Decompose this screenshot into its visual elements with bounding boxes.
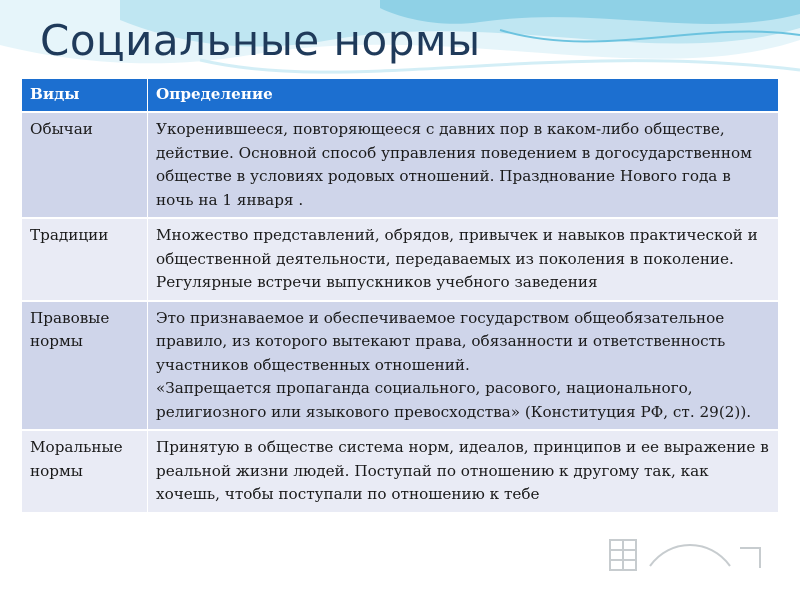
definition-text: Это признаваемое и обеспечиваемое государством общеобязательное правило, из которого вытекают права, обязанности и ответственность участников общественных отношений. bbox=[156, 308, 726, 374]
table-row bbox=[22, 217, 778, 300]
cell-kind: Традиции bbox=[22, 217, 148, 300]
table-row bbox=[22, 429, 778, 512]
table-header-row bbox=[22, 79, 778, 111]
watermark-icon bbox=[600, 528, 770, 578]
cell-definition: Укоренившееся, повторяющееся с давних пор в каком-либо обществе, действие. Основной способ управления поведением в догосударственном обществе в условиях родовых отношений. Празднование Нового года в ночь на 1 января . bbox=[148, 111, 778, 217]
table-row bbox=[22, 300, 778, 430]
constitution-quote: «Запрещается пропаганда социального, расового, национального, религиозного или языкового превосходства» (Конституция РФ, ст. 29(2)). bbox=[156, 379, 752, 421]
cell-kind: Правовые нормы bbox=[22, 300, 148, 430]
slide-title: Социальные нормы bbox=[40, 16, 481, 65]
column-header-kind: Виды bbox=[22, 79, 148, 111]
norms-table bbox=[22, 79, 778, 512]
column-header-definition: Определение bbox=[148, 79, 778, 111]
cell-kind: Обычаи bbox=[22, 111, 148, 217]
cell-kind: Моральные нормы bbox=[22, 429, 148, 512]
cell-definition: Принятую в обществе система норм, идеалов, принципов и ее выражение в реальной жизни людей. Поступай по отношению к другому так, как хочешь, чтобы поступали по отношению к тебе bbox=[148, 429, 778, 512]
table-row bbox=[22, 111, 778, 217]
cell-definition bbox=[148, 300, 778, 430]
cell-definition: Множество представлений, обрядов, привычек и навыков практической и общественной деятельности, передаваемых из поколения в поколение. Регулярные встречи выпускников учебного заведения bbox=[148, 217, 778, 300]
